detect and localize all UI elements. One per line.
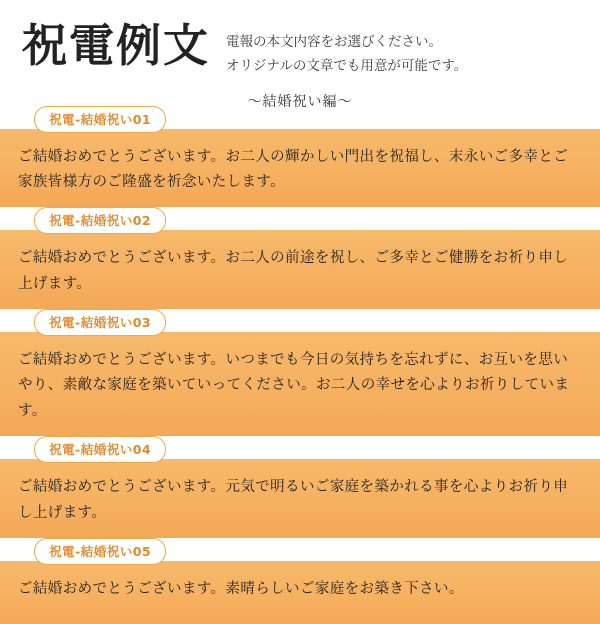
entry-tag: 祝電-結婚祝い02 xyxy=(34,207,166,234)
entry-body xyxy=(0,230,600,309)
entry-text: ご結婚おめでとうございます。お二人の輝かしい門出を祝福し、末永いご多幸とご家族皆様方のご隆盛を祈念いたします。 xyxy=(18,145,582,196)
entry-body xyxy=(0,332,600,436)
entry-body xyxy=(0,459,600,538)
section-label: 〜結婚祝い編〜 xyxy=(0,91,600,111)
list-item[interactable] xyxy=(0,320,600,436)
list-item[interactable] xyxy=(0,117,600,208)
header-subtitle xyxy=(226,32,467,77)
entry-body xyxy=(0,561,600,624)
entry-tag: 祝電-結婚祝い01 xyxy=(34,106,166,133)
entry-body xyxy=(0,129,600,208)
entry-text: ご結婚おめでとうございます。元気で明るいご家庭を築かれる事を心よりお祈り申し上げます。 xyxy=(18,475,582,526)
entry-tag: 祝電-結婚祝い03 xyxy=(34,309,166,336)
page-title: 祝電例文 xyxy=(22,22,210,69)
entry-text: ご結婚おめでとうございます。お二人の前途を祝し、ご多幸とご健勝をお祈り申し上げます。 xyxy=(18,246,582,297)
entry-text: ご結婚おめでとうございます。いつまでも今日の気持ちを忘れずに、お互いを思いやり、素敵な家庭を築いていってください。お二人の幸せを心よりお祈りしています。 xyxy=(18,348,582,424)
page-header xyxy=(0,0,600,77)
entry-text: ご結婚おめでとうございます。素晴らしいご家庭をお築き下さい。 xyxy=(18,577,582,602)
list-item[interactable] xyxy=(0,447,600,538)
list-item[interactable] xyxy=(0,218,600,309)
entry-tag: 祝電-結婚祝い04 xyxy=(34,436,166,463)
entry-list xyxy=(0,117,600,624)
entry-tag: 祝電-結婚祝い05 xyxy=(34,538,166,565)
list-item[interactable] xyxy=(0,549,600,624)
subtitle-line-2: オリジナルの文章でも用意が可能です。 xyxy=(226,56,467,76)
subtitle-line-1: 電報の本文内容をお選びください。 xyxy=(226,32,467,52)
